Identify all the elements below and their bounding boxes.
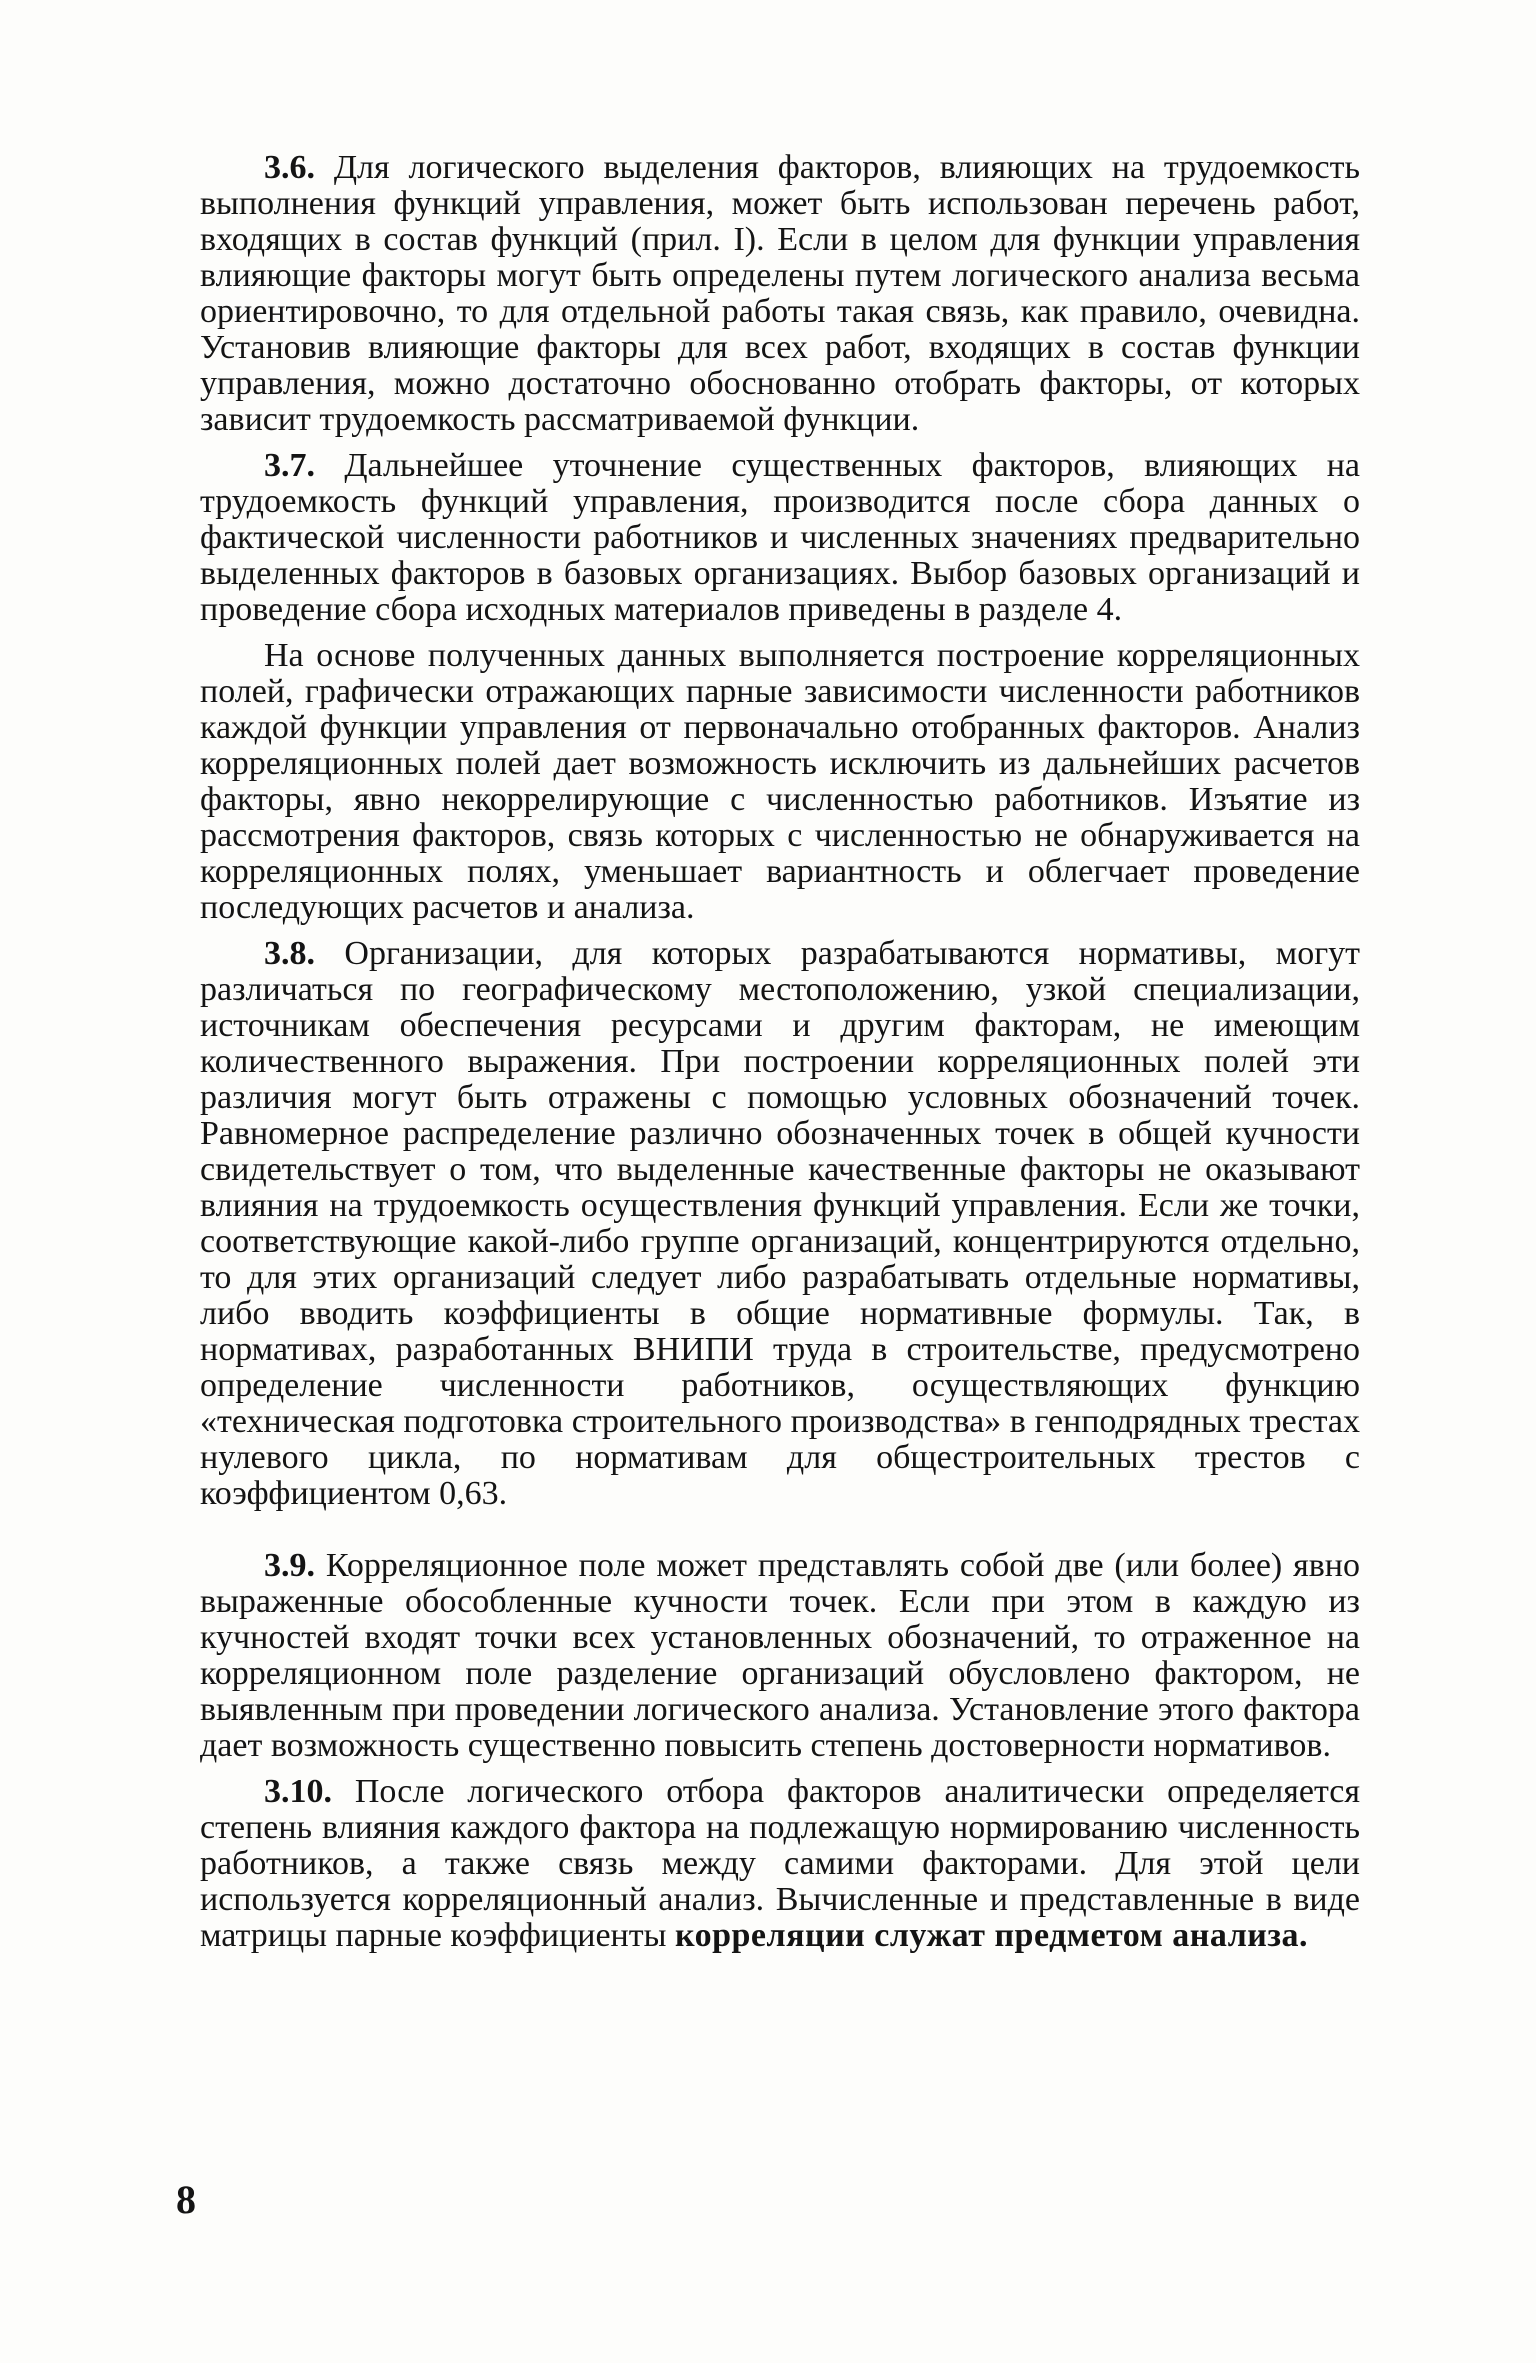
paragraph-text: Для логического выделения факторов, влияющих на трудоемкость выполнения функций управления, может быть использован перечень работ, входящих в состав функций (прил. I). Если в целом для функции управления влияющие факторы могут быть определены путем логического анализа весьма ориентировочно, то для отдельной работы такая связь, как правило, очевидна. Установив влияющие факторы для всех работ, входящих в состав функции управления, можно достаточно обоснованно отобрать факторы, от которых зависит трудоемкость рассматриваемой функции. — [200, 149, 1360, 438]
page-number: 8 — [176, 2177, 196, 2222]
paragraph-correlation-fields — [200, 638, 1360, 926]
paragraph-text-tail: корреляции служат предметом анализа. — [674, 1917, 1309, 1954]
paragraph-text: Корреляционное поле может представлять собой две (или более) явно выраженные обособленные кучности точек. Если при этом в каждую из кучностей входят точки всех установленных обозначений, то отраженное на корреляционном поле разделение организаций обусловлено фактором, не выявленным при проведении логического анализа. Установление этого фактора дает возможность существенно повысить степень достоверности нормативов. — [200, 1547, 1360, 1764]
paragraph-3-6 — [200, 150, 1360, 438]
paragraph-number: 3.7. — [264, 447, 315, 484]
paragraph-text: Дальнейшее уточнение существенных факторов, влияющих на трудоемкость функций управления, производится после сбора данных о фактической численности работников и численных значениях предварительно выделенных факторов в базовых организациях. Выбор базовых организаций и проведение сбора исходных материалов приведены в разделе 4. — [200, 447, 1360, 628]
paragraph-3-8 — [200, 936, 1360, 1512]
paragraph-text: На основе полученных данных выполняется построение корреляционных полей, графически отражающих парные зависимости численности работников каждой функции управления от первоначально отобранных факторов. Анализ корреляционных полей дает возможность исключить из дальнейших расчетов факторы, явно некоррелирующие с численностью работников. Изъятие из рассмотрения факторов, связь которых с численностью не обнаруживается на корреляционных полях, уменьшает вариантность и облегчает проведение последующих расчетов и анализа. — [200, 637, 1360, 926]
paragraph-3-9 — [200, 1548, 1360, 1764]
paragraph-number: 3.9. — [264, 1547, 315, 1584]
paragraph-number: 3.8. — [264, 935, 315, 972]
paragraph-3-10 — [200, 1774, 1360, 1954]
paragraph-text: После логического отбора факторов аналитически определяется степень влияния каждого фактора на подлежащую нормированию численность работников, а также связь между самими факторами. Для этой цели используется корреляционный анализ. Вычисленные и представленные в виде матрицы парные коэффициенты — [200, 1773, 1360, 1954]
paragraph-text: Организации, для которых разрабатываются нормативы, могут различаться по географическому местоположению, узкой специализации, источникам обеспечения ресурсами и другим факторам, не имеющим количественного выражения. При построении корреляционных полей эти различия могут быть отражены с помощью условных обозначений точек. Равномерное распределение различно обозначенных точек в общей кучности свидетельствует о том, что выделенные качественные факторы не оказывают влияния на трудоемкость осуществления функций управления. Если же точки, соответствующие какой-либо группе организаций, концентрируются отдельно, то для этих организаций следует либо разрабатывать отдельные нормативы, либо вводить коэффициенты в общие нормативные формулы. Так, в нормативах, разработанных ВНИПИ труда в строительстве, предусмотрено определение численности работников, осуществляющих функцию «техническая подготовка строительного производства» в генподрядных трестах нулевого цикла, по нормативам для общестроительных трестов с коэффициентом 0,63. — [200, 935, 1360, 1512]
paragraph-number: 3.6. — [264, 149, 315, 186]
body-text — [200, 150, 1360, 1954]
paragraph-3-7 — [200, 448, 1360, 628]
paragraph-number: 3.10. — [264, 1773, 332, 1810]
